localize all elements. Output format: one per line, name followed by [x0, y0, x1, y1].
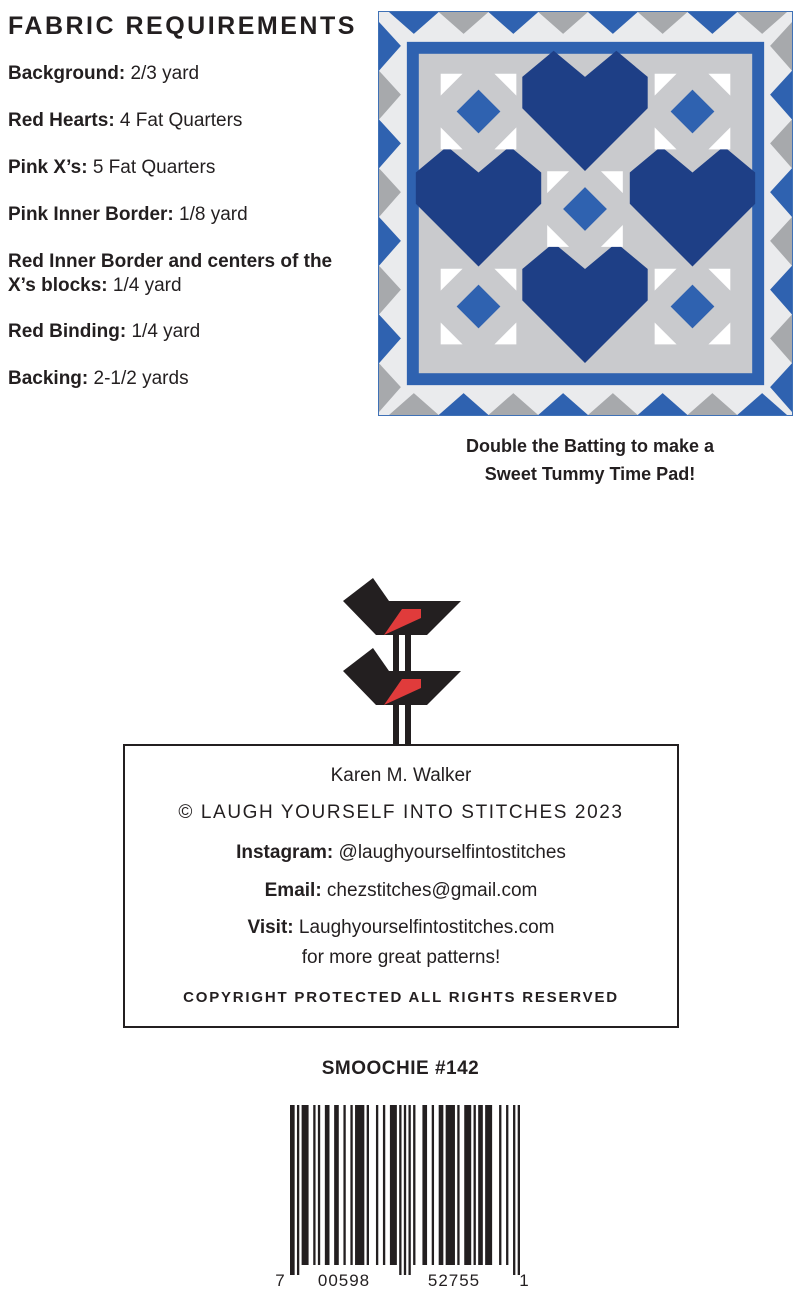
fabric-requirements-heading: FABRIC REQUIREMENTS: [8, 12, 357, 40]
instagram-line: [125, 842, 677, 864]
barcode-bar-27: [499, 1105, 501, 1265]
barcode-bar-26: [485, 1105, 492, 1265]
barcode-bar-23: [464, 1105, 471, 1265]
requirement-red-hearts: [8, 109, 358, 133]
author-name: Karen M. Walker: [330, 765, 472, 786]
barcode-bar-0: [290, 1105, 295, 1275]
barcode-bar-12: [383, 1105, 385, 1265]
requirement-label: Pink X’s:: [8, 157, 88, 178]
instagram-label: Instagram:: [236, 842, 334, 863]
pattern-code: SMOOCHIE #142: [321, 1058, 480, 1079]
barcode-bar-14: [399, 1105, 401, 1275]
rights-reserved: COPYRIGHT PROTECTED ALL RIGHTS RESERVED: [183, 989, 619, 1006]
fabric-requirements-list: [8, 62, 358, 414]
barcode-bar-8: [350, 1105, 352, 1265]
email-address[interactable]: chezstitches@gmail.com: [321, 880, 538, 901]
barcode-bar-10: [367, 1105, 369, 1265]
requirement-label: Background:: [8, 63, 126, 84]
bird-bottom-legs: [393, 705, 399, 746]
barcode-bar-7: [343, 1105, 345, 1265]
bird-bottom-legs: [405, 705, 411, 746]
visit-line: [125, 917, 677, 939]
barcode-bar-28: [506, 1105, 508, 1265]
requirement-label: Red Binding:: [8, 321, 127, 342]
requirement-label: Backing:: [8, 368, 89, 389]
email-line: [125, 880, 677, 902]
bird-logo: [340, 576, 464, 746]
barcode-bar-20: [439, 1105, 444, 1265]
barcode-bar-18: [422, 1105, 427, 1265]
barcode-bar-9: [355, 1105, 364, 1265]
requirement-value: 2-1/2 yards: [88, 368, 189, 389]
bird-bottom-head: [343, 648, 389, 671]
barcode-bar-16: [408, 1105, 410, 1275]
barcode-bar-13: [390, 1105, 397, 1265]
bird-top-legs: [405, 635, 411, 675]
quilt-photo: [378, 11, 793, 416]
barcode-bar-30: [518, 1105, 520, 1275]
requirement-label: Red Inner Border and centers of the X’s blocks:: [8, 251, 333, 296]
requirement-red-binding: [8, 320, 358, 344]
barcode-bar-6: [334, 1105, 339, 1265]
barcode-group-right: 52755: [427, 1271, 481, 1290]
requirement-red-inner-border: [8, 250, 358, 298]
barcode-bar-3: [313, 1105, 315, 1265]
quilt-illustration: [379, 12, 792, 415]
barcode-bar-15: [404, 1105, 406, 1275]
requirement-pink-xs: [8, 156, 358, 180]
bird-top-head: [343, 578, 389, 601]
contact-info-box: [123, 744, 679, 1028]
barcode-bar-2: [302, 1105, 309, 1265]
barcode-bar-11: [376, 1105, 378, 1265]
requirement-label: Pink Inner Border:: [8, 204, 174, 225]
barcode-digit-first: 7: [275, 1271, 285, 1290]
barcode-bar-24: [474, 1105, 476, 1265]
requirement-label: Red Hearts:: [8, 110, 115, 131]
barcode-bar-21: [446, 1105, 455, 1265]
barcode-bar-29: [513, 1105, 515, 1275]
barcode-digit-last: 1: [519, 1271, 529, 1290]
requirement-value: 5 Fat Quarters: [87, 157, 216, 178]
copyright-line: © LAUGH YOURSELF INTO STITCHES 2023: [178, 802, 624, 823]
barcode: [274, 1103, 534, 1293]
website-link[interactable]: Laughyourselfintostitches.com: [293, 917, 555, 938]
instagram-handle[interactable]: @laughyourselfintostitches: [333, 842, 566, 863]
requirement-value: 2/3 yard: [125, 63, 200, 84]
email-label: Email:: [264, 880, 322, 901]
barcode-bars: [290, 1105, 520, 1275]
requirement-value: 1/4 yard: [107, 275, 182, 296]
visit-more-line: for more great patterns!: [301, 947, 501, 968]
requirement-value: 1/8 yard: [173, 204, 248, 225]
barcode-bar-17: [413, 1105, 415, 1265]
requirement-value: 4 Fat Quarters: [114, 110, 243, 131]
barcode-bar-5: [325, 1105, 330, 1265]
barcode-bar-25: [478, 1105, 483, 1265]
requirement-background: [8, 62, 358, 86]
caption-line-1: Double the Batting to make a: [465, 436, 715, 456]
barcode-bar-19: [432, 1105, 434, 1265]
barcode-bar-22: [457, 1105, 459, 1265]
quilt-caption: [400, 432, 780, 488]
bird-top-legs: [393, 635, 399, 675]
visit-label: Visit:: [247, 917, 294, 938]
requirement-pink-inner-border: [8, 203, 358, 227]
barcode-bar-1: [297, 1105, 299, 1275]
requirement-value: 1/4 yard: [126, 321, 201, 342]
caption-line-2: Sweet Tummy Time Pad!: [484, 464, 696, 484]
barcode-bar-4: [318, 1105, 320, 1265]
requirement-backing: [8, 367, 358, 391]
barcode-group-left: 00598: [317, 1271, 371, 1290]
